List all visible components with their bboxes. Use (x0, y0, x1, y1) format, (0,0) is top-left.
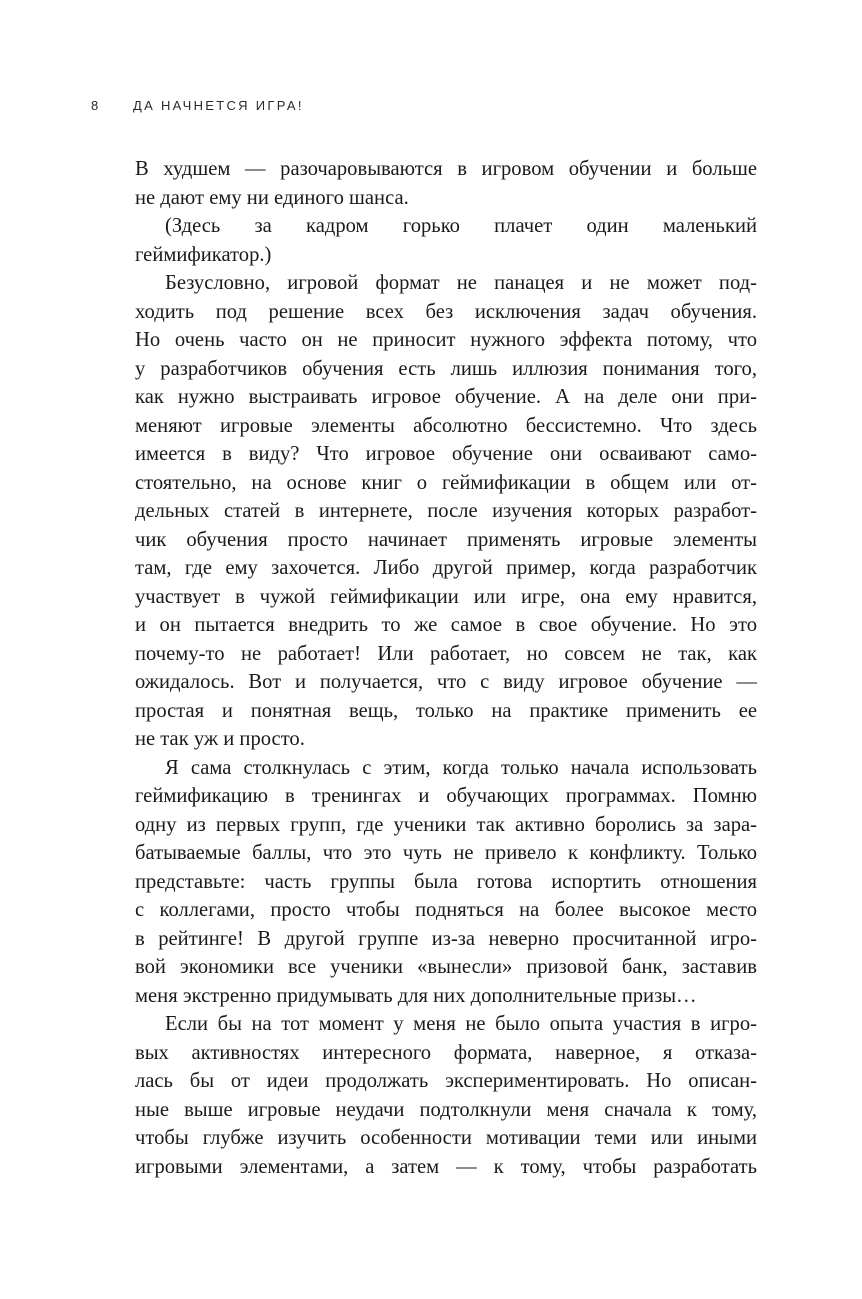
page-number: 8 (91, 98, 101, 113)
text-line: дельных статей в интернете, после изучения которых разработ- (135, 500, 757, 522)
text-line: чтобы глубже изучить особенности мотивации теми или иными (135, 1127, 757, 1149)
text-line: стоятельно, на основе книг о геймификации в общем или от- (135, 471, 757, 494)
text-line: меня экстренно придумывать для них дополнительные призы… (135, 984, 697, 1007)
text-line: Если бы на тот момент у меня не было опыта участия в игро- (165, 1013, 757, 1035)
text-line: представьте: часть группы была готова испортить отношения (135, 870, 757, 893)
text-line: батываемые баллы, что это чуть не привело к конфликту. Только (135, 842, 757, 864)
text-line: ные выше игровые неудачи подтолкнули меня сначала к тому, (135, 1098, 757, 1121)
text-line: геймификатор.) (135, 243, 272, 266)
paragraph (135, 1010, 757, 1181)
text-line: Я сама столкнулась с этим, когда только начала использовать (165, 756, 757, 779)
text-line: В худшем — разочаровываются в игровом обучении и больше (135, 158, 757, 180)
text-line: как нужно выстраивать игровое обучение. А на деле они при- (135, 386, 757, 408)
text-line: ходить под решение всех без исключения задач обучения. (135, 300, 757, 323)
text-line: чик обучения просто начинает применять игровые элементы (135, 528, 757, 551)
text-line: геймификацию в тренингах и обучающих программах. Помню (135, 785, 757, 807)
text-line: почему-то не работает! Или работает, но совсем не так, как (135, 642, 757, 665)
text-line: одну из первых групп, где ученики так активно боролись за зара- (135, 813, 757, 836)
text-line: ожидалось. Вот и получается, что с виду игровое обучение — (135, 671, 757, 693)
paragraph (135, 212, 757, 269)
text-line: Безусловно, игровой формат не панацея и не может под- (165, 272, 757, 294)
text-line: простая и понятная вещь, только на практике применить ее (135, 699, 757, 722)
text-line: имеется в виду? Что игровое обучение они осваивают само- (135, 443, 757, 465)
text-line: Но очень часто он не приносит нужного эффекта потому, что (135, 329, 757, 351)
text-line: (Здесь за кадром горько плачет один маленький (165, 215, 757, 237)
body-text (135, 155, 757, 1181)
text-line: лась бы от идеи продолжать экспериментировать. Но описан- (135, 1070, 757, 1092)
paragraph (135, 269, 757, 754)
text-line: меняют игровые элементы абсолютно бессистемно. Что здесь (135, 414, 757, 437)
text-line: там, где ему захочется. Либо другой пример, когда разработчик (135, 557, 757, 579)
text-line: участвует в чужой геймификации или игре, она ему нравится, (135, 585, 757, 608)
paragraph (135, 754, 757, 1011)
text-line: с коллегами, просто чтобы подняться на более высокое место (135, 899, 757, 921)
text-line: вой экономики все ученики «вынесли» призовой банк, заставив (135, 956, 757, 978)
text-line: не дают ему ни единого шанса. (135, 186, 409, 209)
text-line: в рейтинге! В другой группе из-за неверно просчитанной игро- (135, 927, 757, 950)
paragraph (135, 155, 757, 212)
text-line: у разработчиков обучения есть лишь иллюзия понимания того, (135, 357, 757, 380)
chapter-title: ДА НАЧНЕТСЯ ИГРА! (133, 98, 304, 113)
text-line: и он пытается внедрить то же самое в свое обучение. Но это (135, 614, 757, 636)
text-line: вых активностях интересного формата, наверное, я отказа- (135, 1041, 757, 1064)
text-line: игровыми элементами, а затем — к тому, чтобы разработать (135, 1155, 757, 1178)
running-head (91, 98, 304, 113)
text-line: не так уж и просто. (135, 728, 305, 750)
